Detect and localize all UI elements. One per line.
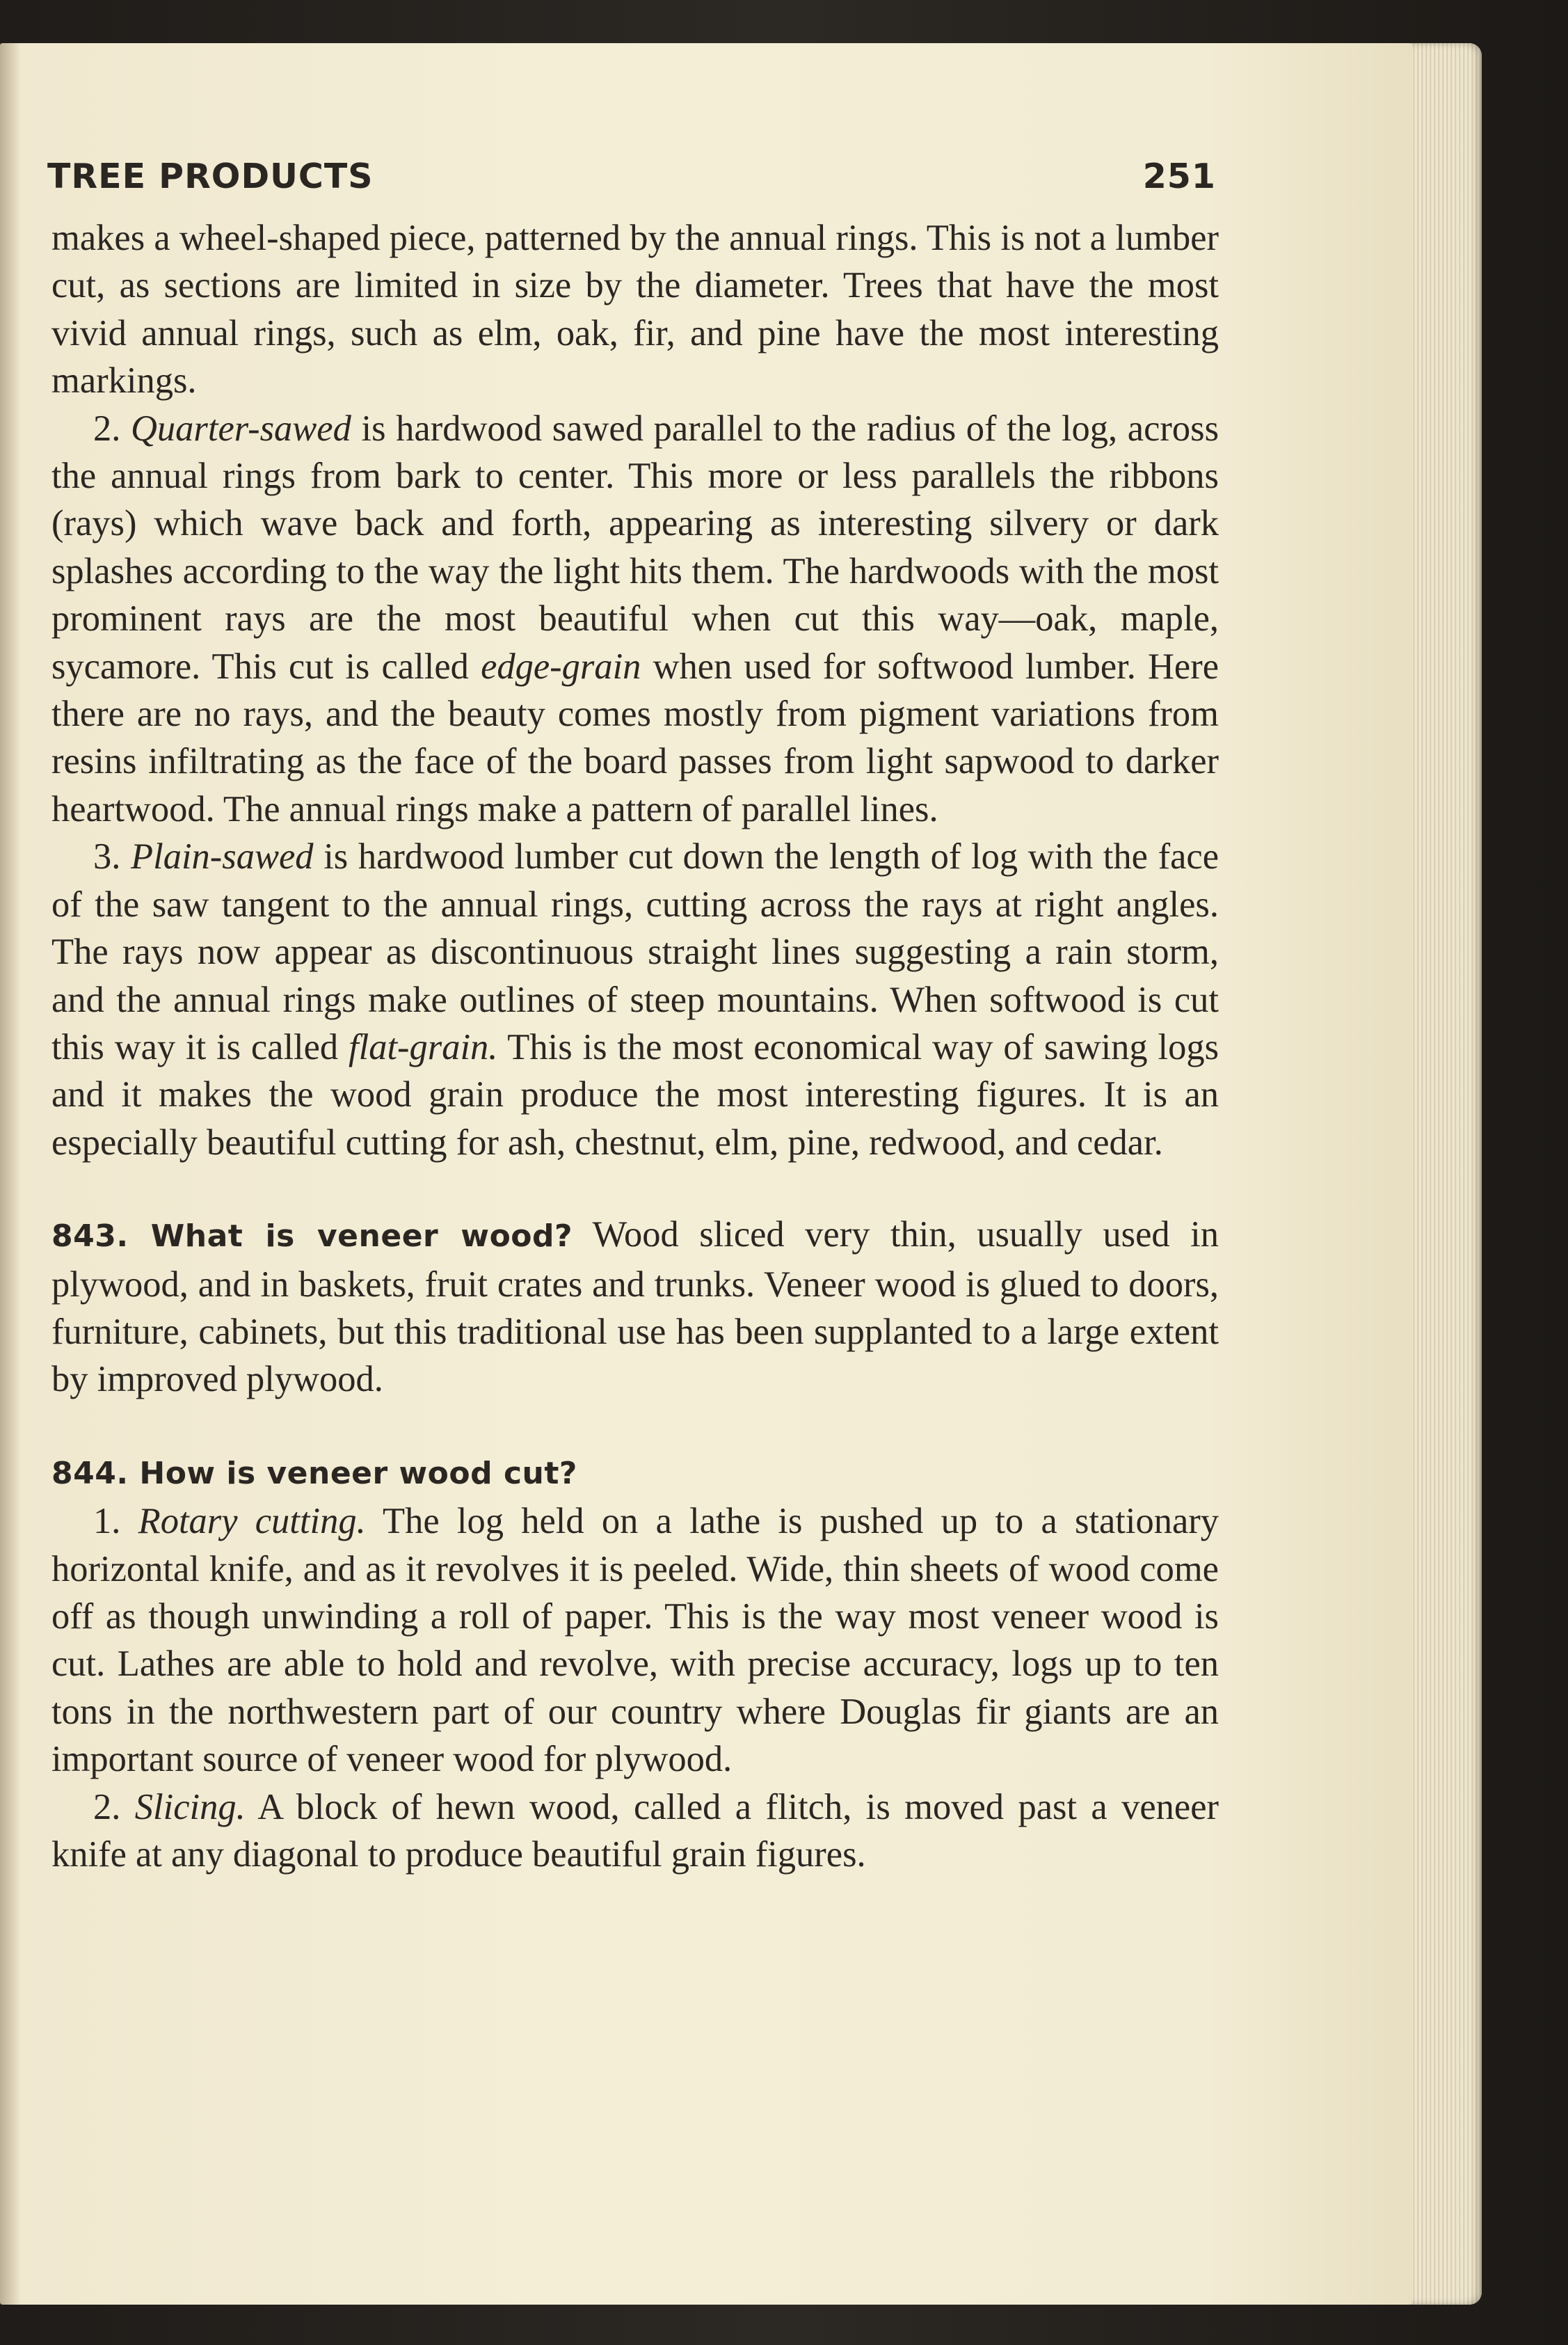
question-843-heading: 843. What is veneer wood?	[51, 1218, 573, 1255]
paragraph-plain-sawed: 3. Plain-sawed is hardwood lumber cut down the length of log with the face of the saw tangent to the annual rings, cutting across the rays at right angles. The rays now appear as discontinuous straight lines suggesting a rain storm, and the annual rings make outlines of steep mountains. When softwood is cut this way it is called flat-grain. This is the most economical way of sawing logs and it makes the wood grain produce the most interesting figures. It is an especially beautiful cutting for ash, chestnut, elm, pine, redwood, and cedar.	[51, 836, 1219, 1163]
term-flat-grain: flat-grain.	[349, 1026, 498, 1067]
gutter-shadow	[0, 43, 21, 2305]
running-head-title: TREE PRODUCTS	[47, 157, 374, 196]
running-head	[47, 157, 1216, 205]
paragraph-quarter-sawed: 2. Quarter-sawed is hardwood sawed parallel to the radius of the log, across the annual rings from bark to center. This more or less parallels the ribbons (rays) which wave back and forth, appearing as interesting silvery or dark splashes according to the way the light hits them. The hardwoods with the most prominent rays are the most beautiful when cut this way—oak, maple, sycamore. This cut is called edge-grain when used for softwood lumber. Here there are no rays, and the beauty comes mostly from pigment variations from resins infiltrating as the face of the board passes from light sapwood to darker heartwood. The annual rings make a pattern of parallel lines.	[51, 408, 1219, 829]
question-843	[51, 1211, 1219, 1404]
term-plain-sawed: Plain-sawed	[131, 836, 314, 877]
term-edge-grain: edge-grain	[481, 646, 641, 687]
term-quarter-sawed: Quarter-sawed	[131, 408, 351, 449]
question-843-answer: Wood sliced very thin, usually used in plywood, and in baskets, fruit crates and trunks. Veneer wood is glued to doors, furniture, cabinets, but this traditional use has been supplanted to a large extent by improved plywood.	[51, 1214, 1219, 1400]
paragraph-rotary-cutting: 1. Rotary cutting. The log held on a lathe is pushed up to a stationary horizontal knife, and as it revolves it is peeled. Wide, thin sheets of wood come off as though unwinding a roll of paper. This is the way most veneer wood is cut. Lathes are able to hold and revolve, with precise accuracy, logs up to ten tons in the northwestern part of our country where Douglas fir giants are an important source of veneer wood for plywood.	[51, 1501, 1219, 1780]
term-slicing: Slicing.	[134, 1786, 246, 1827]
question-844	[51, 1448, 1219, 1497]
page-number: 251	[1142, 157, 1216, 196]
paragraph-slicing: 2. Slicing. A block of hewn wood, called a flitch, is moved past a veneer knife at any diagonal to produce beautiful grain figures.	[51, 1786, 1219, 1875]
question-844-heading: 844. How is veneer wood cut?	[51, 1455, 577, 1491]
paragraph-continuation: makes a wheel-shaped piece, patterned by the annual rings. This is not a lumber cut, as sections are limited in size by the diameter. Trees that have the most vivid annual rings, such as elm, oak, fir, and pine have the most interesting markings.	[51, 218, 1219, 402]
term-rotary-cutting: Rotary cutting.	[138, 1501, 366, 1542]
body-text	[51, 214, 1219, 1878]
